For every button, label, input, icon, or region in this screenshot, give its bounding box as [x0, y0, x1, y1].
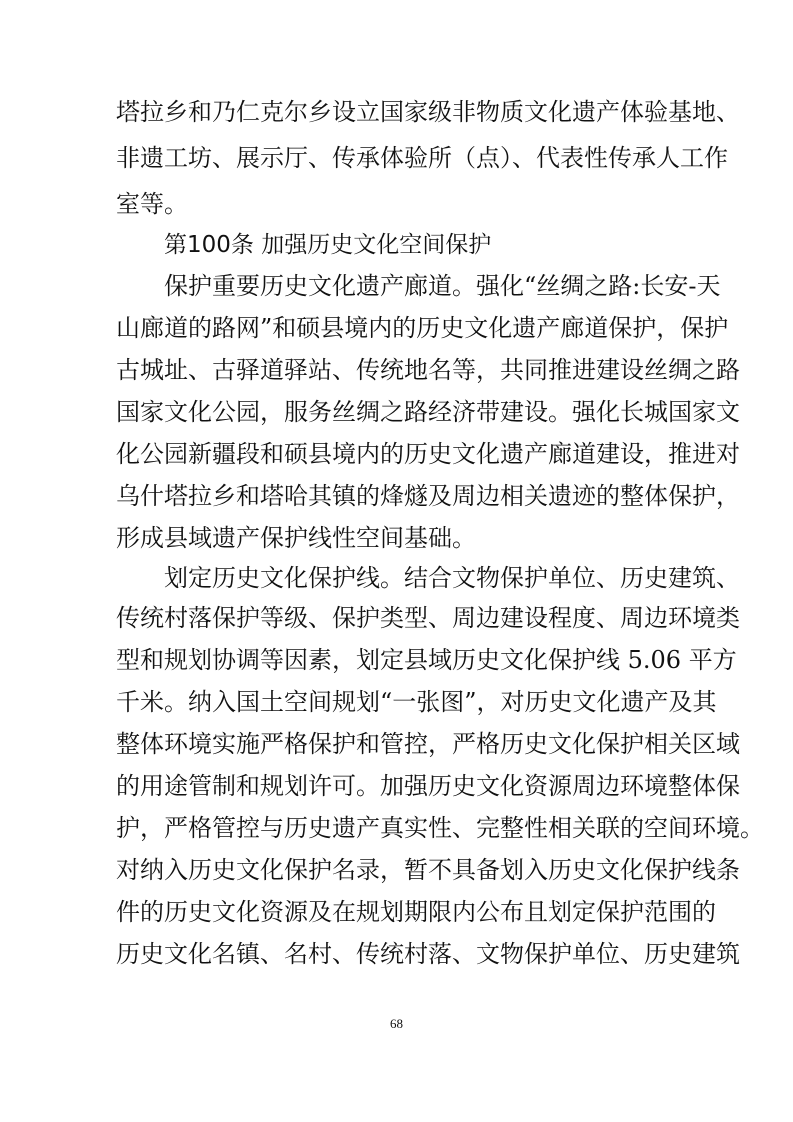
text-line: 山廊道的路网”和硕县境内的历史文化遗产廊道保护，保护 [116, 314, 729, 342]
article-heading: 第100条 加强历史文化空间保护 [164, 232, 492, 258]
text-line: 的用途管制和规划许可。加强历史文化资源周边环境整体保 [116, 772, 740, 800]
text-line: 乌什塔拉乡和塔哈其镇的烽燧及周边相关遗迹的整体保护， [116, 482, 740, 510]
text-line: 室等。 [116, 190, 188, 218]
text-line: 非遗工坊、展示厅、传承体验所（点）、代表性传承人工作 [116, 144, 728, 172]
text-line: 历史文化名镇、名村、传统村落、文物保护单位、历史建筑 [116, 940, 740, 968]
text-line: 护，严格管控与历史遗产真实性、完整性相关联的空间环境。 [116, 814, 764, 842]
text-line: 件的历史文化资源及在规划期限内公布且划定保护范围的 [116, 898, 716, 926]
text-line: 对纳入历史文化保护名录，暂不具备划入历史文化保护线条 [116, 856, 740, 884]
text-line: 整体环境实施严格保护和管控，严格历史文化保护相关区域 [116, 730, 740, 758]
text-line: 形成县域遗产保护线性空间基础。 [116, 524, 476, 552]
text-line: 化公园新疆段和硕县境内的历史文化遗产廊道建设，推进对 [116, 440, 740, 468]
text-line: 保护重要历史文化遗产廊道。强化“丝绸之路:长安-天 [164, 272, 721, 300]
text-line: 划定历史文化保护线。结合文物保护单位、历史建筑、 [164, 564, 740, 592]
text-line: 国家文化公园，服务丝绸之路经济带建设。强化长城国家文 [116, 398, 740, 426]
text-line: 型和规划协调等因素，划定县域历史文化保护线 5.06 平方 [116, 646, 737, 674]
page-number: 68 [390, 1016, 403, 1031]
text-line: 传统村落保护等级、保护类型、周边建设程度、周边环境类 [116, 604, 740, 632]
text-line: 古城址、古驿道驿站、传统地名等，共同推进建设丝绸之路 [116, 356, 740, 384]
text-line: 塔拉乡和乃仁克尔乡设立国家级非物质文化遗产体验基地、 [116, 98, 740, 126]
text-line: 千米。纳入国土空间规划“一张图”，对历史文化遗产及其 [116, 688, 717, 716]
